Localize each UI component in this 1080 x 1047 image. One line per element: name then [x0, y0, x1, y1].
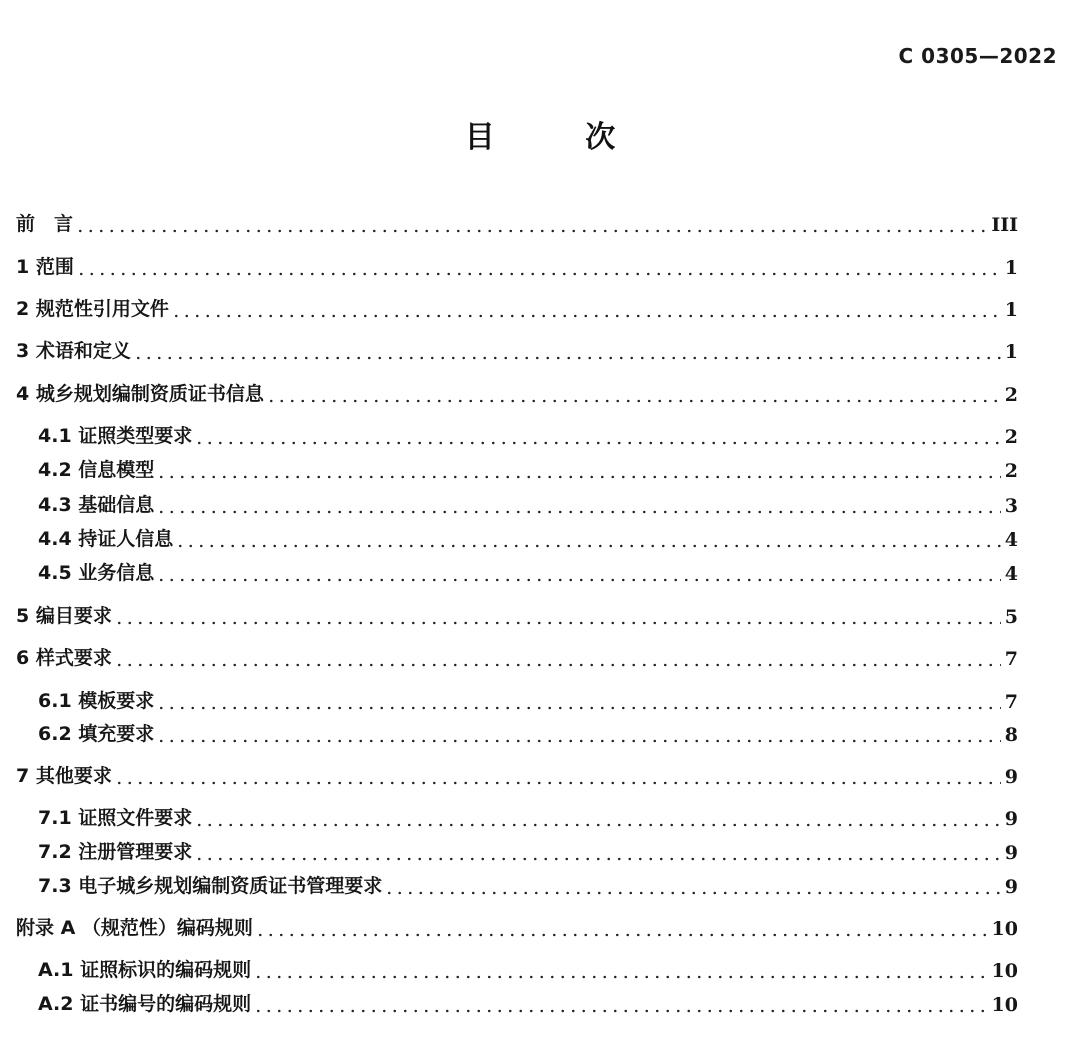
toc-entry-page: 8 [1001, 724, 1018, 746]
toc-entry-page: 2 [1001, 384, 1018, 406]
toc-dot-leader [175, 543, 1003, 549]
toc-dot-leader [133, 355, 1003, 361]
toc-entry-page: 9 [1001, 808, 1018, 830]
toc-entry [0, 986, 1080, 1020]
toc-entry-label: 7 其他要求 [16, 761, 116, 788]
toc-entry [0, 683, 1080, 717]
toc-entry [0, 598, 1080, 632]
toc-dot-leader [266, 398, 1003, 404]
toc-entry-page: 1 [1001, 257, 1018, 279]
toc-dot-leader [194, 822, 1003, 828]
toc-dot-leader [76, 271, 1003, 277]
toc-entry-page: 9 [1001, 766, 1018, 788]
toc-dot-leader [156, 738, 1003, 744]
toc-entry-label: 4.5 业务信息 [38, 558, 158, 585]
toc-entry [0, 952, 1080, 986]
toc-entry [0, 206, 1080, 240]
toc-entry [0, 487, 1080, 521]
toc-dot-leader [253, 974, 990, 980]
toc-entry [0, 249, 1080, 283]
toc-entry-label: 7.2 注册管理要求 [38, 837, 196, 864]
toc-entry-page: 1 [1001, 341, 1018, 363]
toc-entry [0, 376, 1080, 410]
toc-entry-label: 7.3 电子城乡规划编制资质证书管理要求 [38, 871, 386, 898]
toc-entry-label: A.2 证书编号的编码规则 [38, 989, 255, 1016]
toc-dot-leader [156, 577, 1003, 583]
toc-entry-page: 1 [1001, 299, 1018, 321]
toc-entry [0, 800, 1080, 834]
toc-dot-leader [156, 705, 1003, 711]
toc-entry-label: 6.2 填充要求 [38, 719, 158, 746]
toc-dot-leader [156, 474, 1003, 480]
toc-entry-label: 2 规范性引用文件 [16, 294, 173, 321]
toc-dot-leader [253, 1008, 990, 1014]
toc-dot-leader [194, 856, 1003, 862]
toc-entry [0, 333, 1080, 367]
toc-entry [0, 521, 1080, 555]
toc-entry-page: 10 [988, 994, 1018, 1016]
toc-entry-label: 4 城乡规划编制资质证书信息 [16, 379, 268, 406]
toc-entry [0, 452, 1080, 486]
toc-entry-page: 9 [1001, 842, 1018, 864]
toc-entry-label: A.1 证照标识的编码规则 [38, 955, 255, 982]
toc-entry-label: 4.4 持证人信息 [38, 524, 177, 551]
toc-entry-label: 3 术语和定义 [16, 336, 135, 363]
toc-entry-page: 5 [1001, 606, 1018, 628]
toc-entry [0, 291, 1080, 325]
toc-entry-label: 4.3 基础信息 [38, 490, 158, 517]
toc-entry-page: III [987, 214, 1018, 236]
toc-entry [0, 418, 1080, 452]
toc-entry-page: 4 [1001, 529, 1018, 551]
document-code: C 0305—2022 [898, 44, 1057, 68]
toc-dot-leader [114, 780, 1003, 786]
toc-entry [0, 834, 1080, 868]
toc-dot-leader [114, 620, 1003, 626]
toc-dot-leader [194, 440, 1003, 446]
toc-entry-page: 9 [1001, 876, 1018, 898]
toc-dot-leader [75, 228, 989, 234]
toc-entry-page: 10 [988, 918, 1018, 940]
toc-entry [0, 868, 1080, 902]
toc-dot-leader [114, 662, 1003, 668]
toc-dot-leader [384, 890, 1003, 896]
page-title: 目 次 [464, 120, 656, 155]
toc-entry-label: 6.1 模板要求 [38, 686, 158, 713]
toc-dot-leader [171, 313, 1003, 319]
toc-entry-page: 4 [1001, 563, 1018, 585]
toc-entry [0, 758, 1080, 792]
toc-dot-leader [255, 932, 990, 938]
toc-entry-label: 4.2 信息模型 [38, 455, 158, 482]
toc-entry-label: 5 编目要求 [16, 601, 116, 628]
toc-entry-page: 2 [1001, 426, 1018, 448]
toc-entry-page: 3 [1001, 495, 1018, 517]
toc-entry [0, 555, 1080, 589]
toc-dot-leader [156, 509, 1003, 515]
toc-entry-label: 前 言 [16, 209, 77, 236]
toc-entry-label: 附录 A （规范性）编码规则 [16, 913, 257, 940]
toc-entry-page: 7 [1001, 648, 1018, 670]
toc-entry-label: 1 范围 [16, 252, 78, 279]
toc-entry-page: 7 [1001, 691, 1018, 713]
toc-entry-label: 6 样式要求 [16, 643, 116, 670]
toc-entry [0, 640, 1080, 674]
toc-entry-label: 7.1 证照文件要求 [38, 803, 196, 830]
toc-entry-page: 2 [1001, 460, 1018, 482]
toc-entry-page: 10 [988, 960, 1018, 982]
toc-entry [0, 910, 1080, 944]
toc-entry [0, 716, 1080, 750]
toc-entry-label: 4.1 证照类型要求 [38, 421, 196, 448]
